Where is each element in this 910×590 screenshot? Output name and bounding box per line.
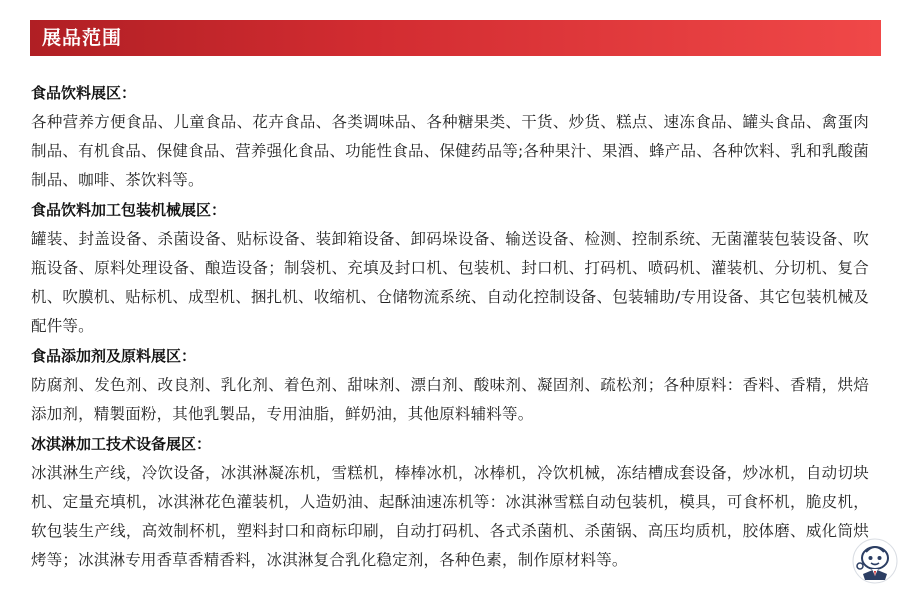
section-banner — [30, 20, 881, 56]
section-packaging-machinery — [31, 195, 869, 341]
section-heading: 冰淇淋加工技术设备展区： — [31, 435, 212, 453]
section-additives-ingredients — [31, 341, 869, 429]
chat-assistant-mascot-icon — [852, 538, 898, 584]
section-heading: 食品饮料加工包装机械展区： — [31, 201, 227, 219]
section-body: 各种营养方便食品、儿童食品、花卉食品、各类调味品、各种糖果类、干货、炒货、糕点、速冻食品、罐头食品、禽蛋肉制品、有机食品、保健食品、营养强化食品、功能性食品、保健药品等;各种果汁、果酒、蜂产品、各种饮料、乳和乳酸菌制品、咖啡、茶饮料等。 — [31, 113, 869, 189]
section-food-beverage — [31, 78, 869, 195]
section-body: 冰淇淋生产线，冷饮设备，冰淇淋凝冻机，雪糕机，棒棒冰机，冰棒机，冷饮机械，冻结槽成套设备，炒冰机，自动切块机、定量充填机，冰淇淋花色灌装机，人造奶油、起酥油速冻机等：冰淇淋雪糕自动包装机，模具，可食杯机，脆皮机，软包装生产线，高效制杯机，塑料封口和商标印刷，自动打码机、各式杀菌机、杀菌锅、高压均质机，胶体磨、威化筒烘烤等；冰淇淋专用香草香精香料，冰淇淋复合乳化稳定剂，各种色素，制作原材料等。 — [31, 464, 869, 569]
section-heading: 食品饮料展区： — [31, 84, 137, 102]
section-body: 防腐剂、发色剂、改良剂、乳化剂、着色剂、甜味剂、漂白剂、酸味剂、凝固剂、疏松剂；各种原料：香料、香精，烘焙添加剂，精製面粉，其他乳製品，专用油脂，鲜奶油，其他原料辅料等。 — [31, 376, 869, 423]
section-body: 罐装、封盖设备、杀菌设备、贴标设备、装卸箱设备、卸码垛设备、输送设备、检测、控制系统、无菌灌装包装设备、吹瓶设备、原料处理设备、酿造设备；制袋机、充填及封口机、包装机、封口机、打码机、喷码机、灌装机、分切机、复合机、吹膜机、贴标机、成型机、捆扎机、收缩机、仓储物流系统、自动化控制设备、包装辅助/专用设备、其它包装机械及配件等。 — [31, 230, 869, 335]
page-title: 展品范围 — [42, 27, 123, 49]
section-heading: 食品添加剂及原料展区： — [31, 347, 197, 365]
exhibit-scope-content — [31, 78, 869, 575]
section-ice-cream-equipment — [31, 429, 869, 575]
chat-assistant-button[interactable] — [852, 538, 898, 584]
